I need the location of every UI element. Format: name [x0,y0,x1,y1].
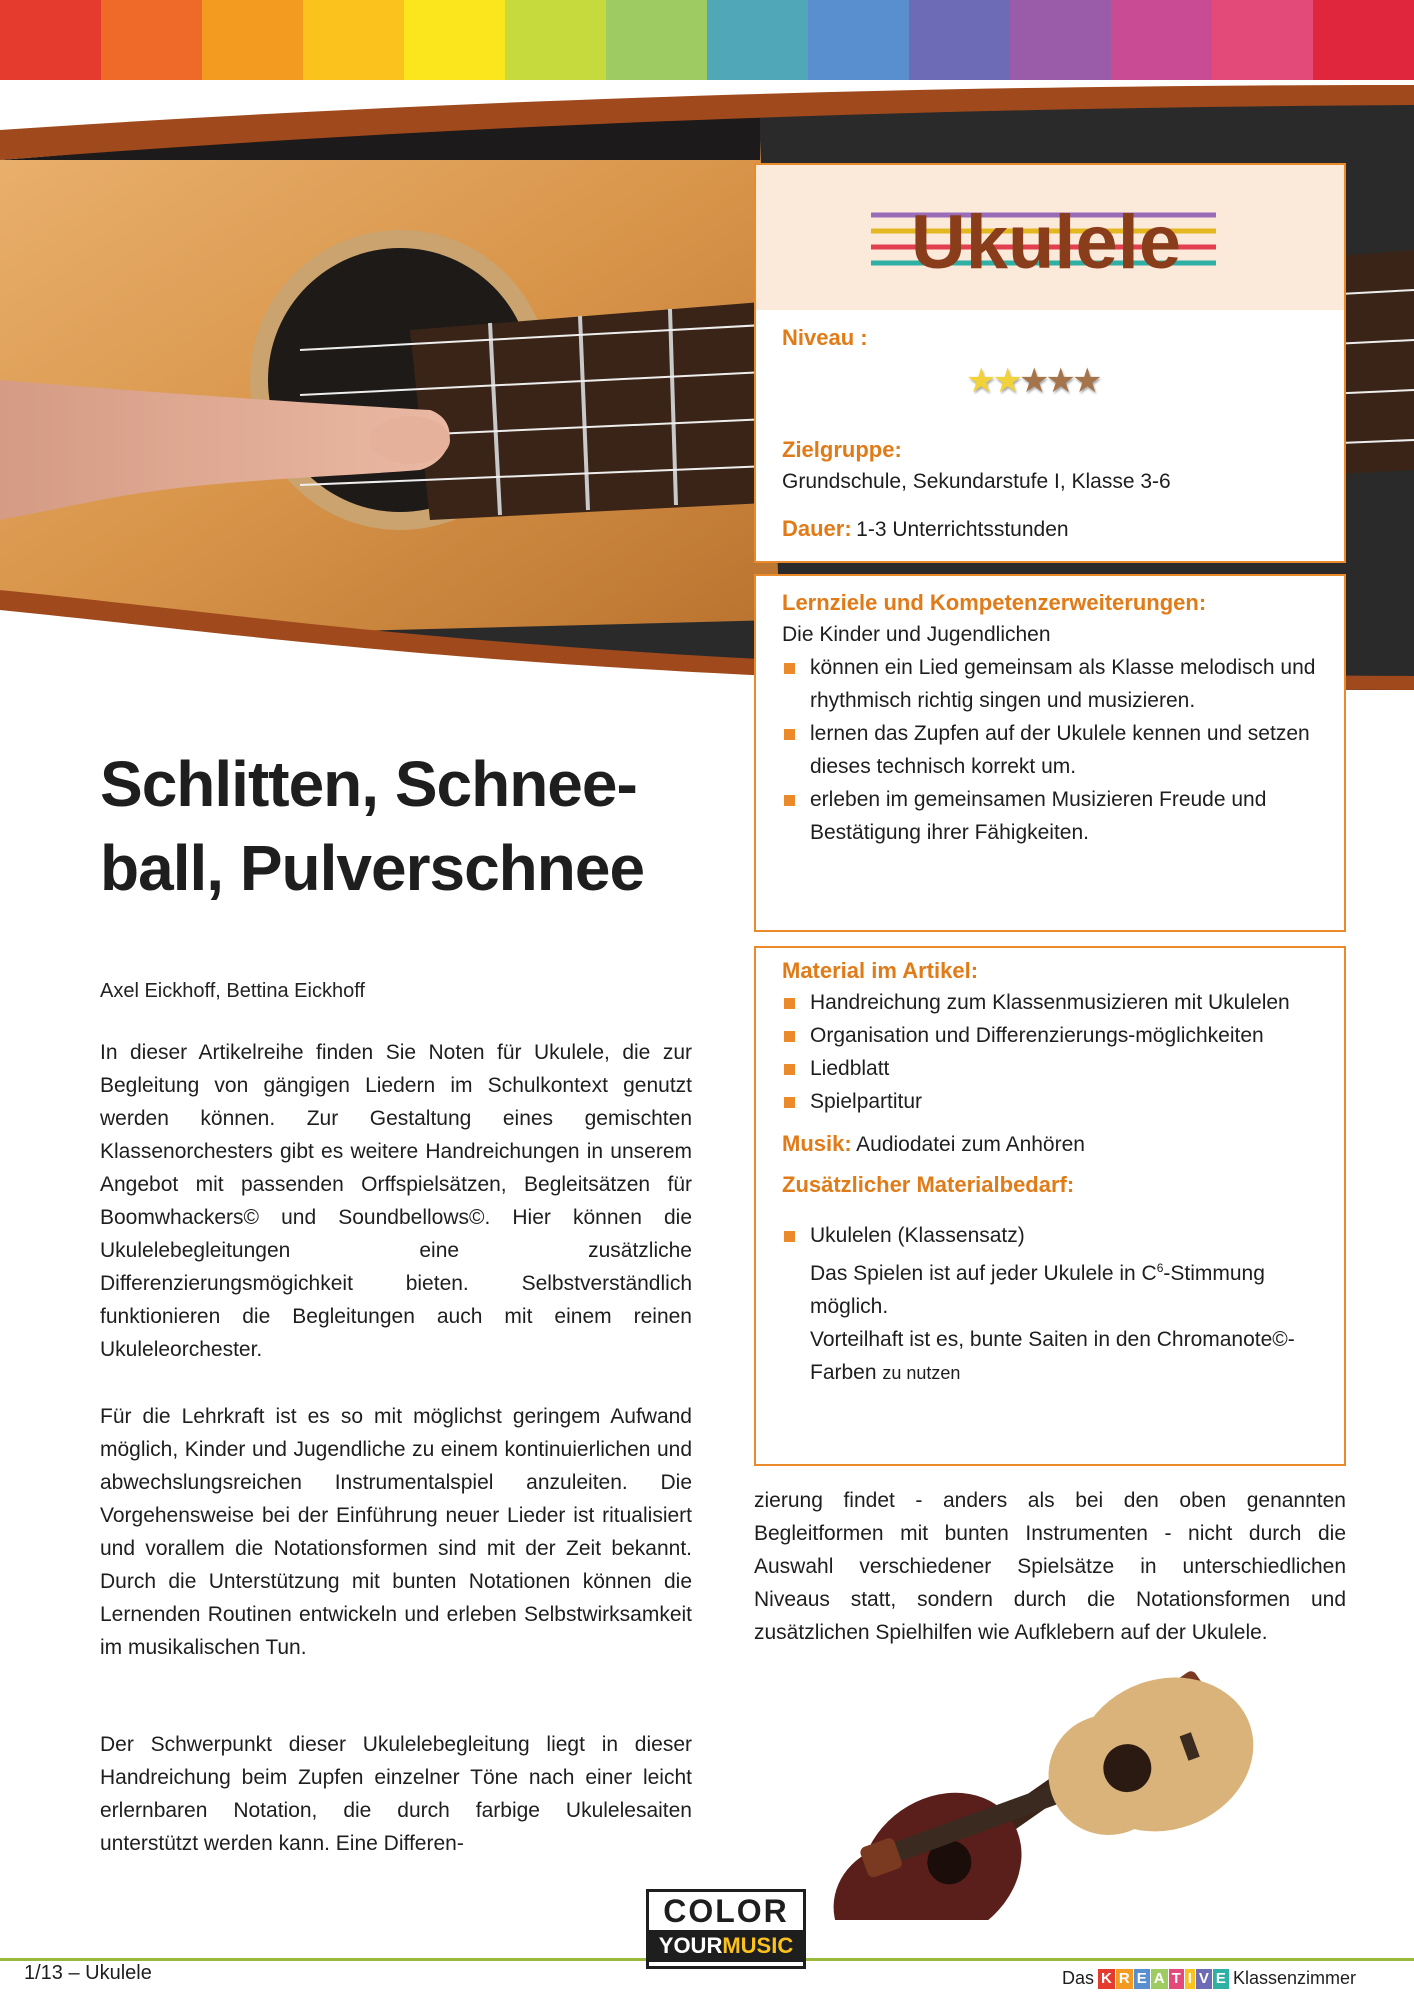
material-list [782,986,1322,1118]
info-box-header [754,163,1346,563]
material-item: Handreichung zum Klassenmusizieren mit Ukulelen [782,986,1322,1019]
rating-stars [966,361,1098,401]
zielgruppe-value: Grundschule, Sekundarstufe I, Klasse 3-6 [782,470,1171,493]
zusatz-item-line3 [810,1323,1322,1390]
brand-bottom-a: YOUR [658,1933,723,1958]
paragraph-1: In dieser Artikelreihe finden Sie Noten für Ukulele, die zur Begleitung von gängigen Liedern im Schulkontext genutzt werden können. Zur Gestaltung eines gemischten Klassenorchesters gibt es weitere Handreichungen in unserem Angebot mit passenden Orffspielsätzen, Begleitsätzen für Boomwhackers© und Soundbellows©. Hier können die Ukulelebegleitungen eine zusätzliche Differenzierungsmögichkeit bieten. Selbstverständlich funktionieren die Begleitungen auch mit einem reinen Ukuleleorchester. [100,1041,692,1361]
material-box [754,946,1346,1466]
ukuleles-illustration [800,1660,1280,1920]
brand-bottom [649,1930,803,1962]
article-title [100,742,700,910]
rainbow-segment [1111,0,1212,80]
publisher-letter: E [1213,1969,1229,1989]
publisher-letter: T [1169,1969,1184,1989]
paragraph-2: Für die Lehrkraft ist es so mit möglichst geringem Aufwand möglich, Kinder und Jugendliche zu einem kontinuierlichen und abwechslungsreichen Instrumentalspiel anzuleiten. Die Vorgehensweise bei der Einführung neuer Lieder ist ritualisiert und vorallem die Notationsformen sind mit der Zeit bekannt. Durch die Unterstützung mit bunten Notationen können die Lernenden Routinen entwickeln und erleben Selbstwirksamkeit im musikalischen Tun. [100,1405,692,1659]
material-item: Liedblatt [782,1052,1322,1085]
lernziele-intro: Die Kinder und Jugendlichen [782,623,1051,646]
material-item: Spielpartitur [782,1085,1322,1118]
publisher-mid [1098,1969,1229,1989]
brand-top: COLOR [663,1893,789,1929]
title-line-1: Schlitten, Schnee- [100,748,637,820]
publisher-prefix: Das [1062,1968,1095,1988]
publisher-logo [1062,1968,1356,1989]
zusatz-heading: Zusätzlicher Materialbedarf: [782,1172,1075,1197]
musik-value: Audiodatei zum Anhören [856,1133,1085,1156]
niveau-label: Niveau : [782,325,868,350]
zusatz-sup: 6 [1156,1261,1164,1275]
rainbow-segment [505,0,606,80]
zusatz-text-b: -Stimmung möglich. [810,1262,1265,1318]
rainbow-segment [303,0,404,80]
star-empty-icon: ★ [1018,362,1046,400]
lernziel-item: erleben im gemeinsamen Musizieren Freude und Bestätigung ihrer Fähigkeiten. [782,783,1322,849]
rainbow-strip [0,0,1414,80]
material-heading: Material im Artikel: [782,958,979,983]
material-item: Organisation und Differenzierungs-möglichkeiten [782,1019,1322,1052]
star-empty-icon: ★ [1071,362,1099,400]
publisher-letter: I [1185,1969,1195,1989]
authors: Axel Eickhoff, Bettina Eickhoff [100,980,365,1002]
rainbow-segment [909,0,1010,80]
paragraph-4: zierung findet - anders als bei den oben genannten Begleitformen mit bunten Instrumenten - nicht durch die Auswahl verschiedener Spielsätze in unterschiedlichen Niveaus statt, sondern durch die Notationsformen und zusätzlichen Spielhilfen wie Aufklebern auf der Ukulele. [754,1489,1346,1644]
lernziel-item: lernen das Zupfen auf der Ukulele kennen und setzen dieses technisch korrekt um. [782,717,1322,783]
zusatz-item-line2 [810,1252,1322,1323]
star-filled-icon: ★ [992,362,1019,400]
lernziele-list [782,651,1322,849]
zusatz-text-a: Das Spielen ist auf jeder Ukulele in C [810,1262,1157,1285]
zielgruppe-label: Zielgruppe: [782,437,902,462]
rainbow-segment [1313,0,1414,80]
publisher-letter: V [1196,1969,1212,1989]
page-number: 1/13 – Ukulele [24,1962,152,1984]
zusatz-text-c: Vorteilhaft ist es, bunte Saiten in den Chromanote©-Farben [810,1328,1295,1384]
dauer-value: 1-3 Unterrichtsstunden [856,518,1069,541]
musik-label: Musik: [782,1131,852,1156]
rainbow-segment [606,0,707,80]
lernziele-heading: Lernziele und Kompetenzerweiterungen: [782,590,1207,615]
star-filled-icon: ★ [966,362,993,400]
zusatz-item-title: Ukulelen (Klassensatz) [810,1224,1025,1247]
ukulele-logo [756,165,1344,310]
rainbow-segment [1212,0,1313,80]
zusatz-text-d: zu nutzen [882,1363,961,1383]
rainbow-segment [1010,0,1111,80]
dauer-label: Dauer: [782,516,852,541]
title-line-2: ball, Pulverschnee [100,832,645,904]
paragraph-3: Der Schwerpunkt dieser Ukulelebegleitung liegt in dieser Handreichung beim Zupfen einzelner Töne nach einer leicht erlernbaren Notation, die durch farbige Ukulelesaiten unterstützt werden kann. Eine Differen- [100,1733,692,1855]
ukulele-logo-text: Ukulele [910,200,1182,285]
color-your-music-logo [646,1889,806,1969]
publisher-suffix: Klassenzimmer [1232,1968,1356,1988]
rainbow-segment [808,0,909,80]
rainbow-segment [707,0,808,80]
publisher-letter: K [1098,1969,1115,1989]
rainbow-segment [202,0,303,80]
rainbow-segment [404,0,505,80]
lernziel-item: können ein Lied gemeinsam als Klasse melodisch und rhythmisch richtig singen und musizieren. [782,651,1322,717]
brand-bottom-b: MUSIC [722,1933,794,1958]
publisher-letter: R [1116,1969,1133,1989]
star-empty-icon: ★ [1045,362,1072,400]
dauer-row [782,513,1069,546]
musik-row [782,1128,1322,1161]
zusatz-item [782,1219,1322,1390]
publisher-letter: A [1151,1969,1168,1989]
rainbow-segment [101,0,202,80]
publisher-letter: E [1134,1969,1150,1989]
logo-area [756,165,1344,310]
lernziele-box [754,574,1346,932]
rainbow-segment [0,0,101,80]
